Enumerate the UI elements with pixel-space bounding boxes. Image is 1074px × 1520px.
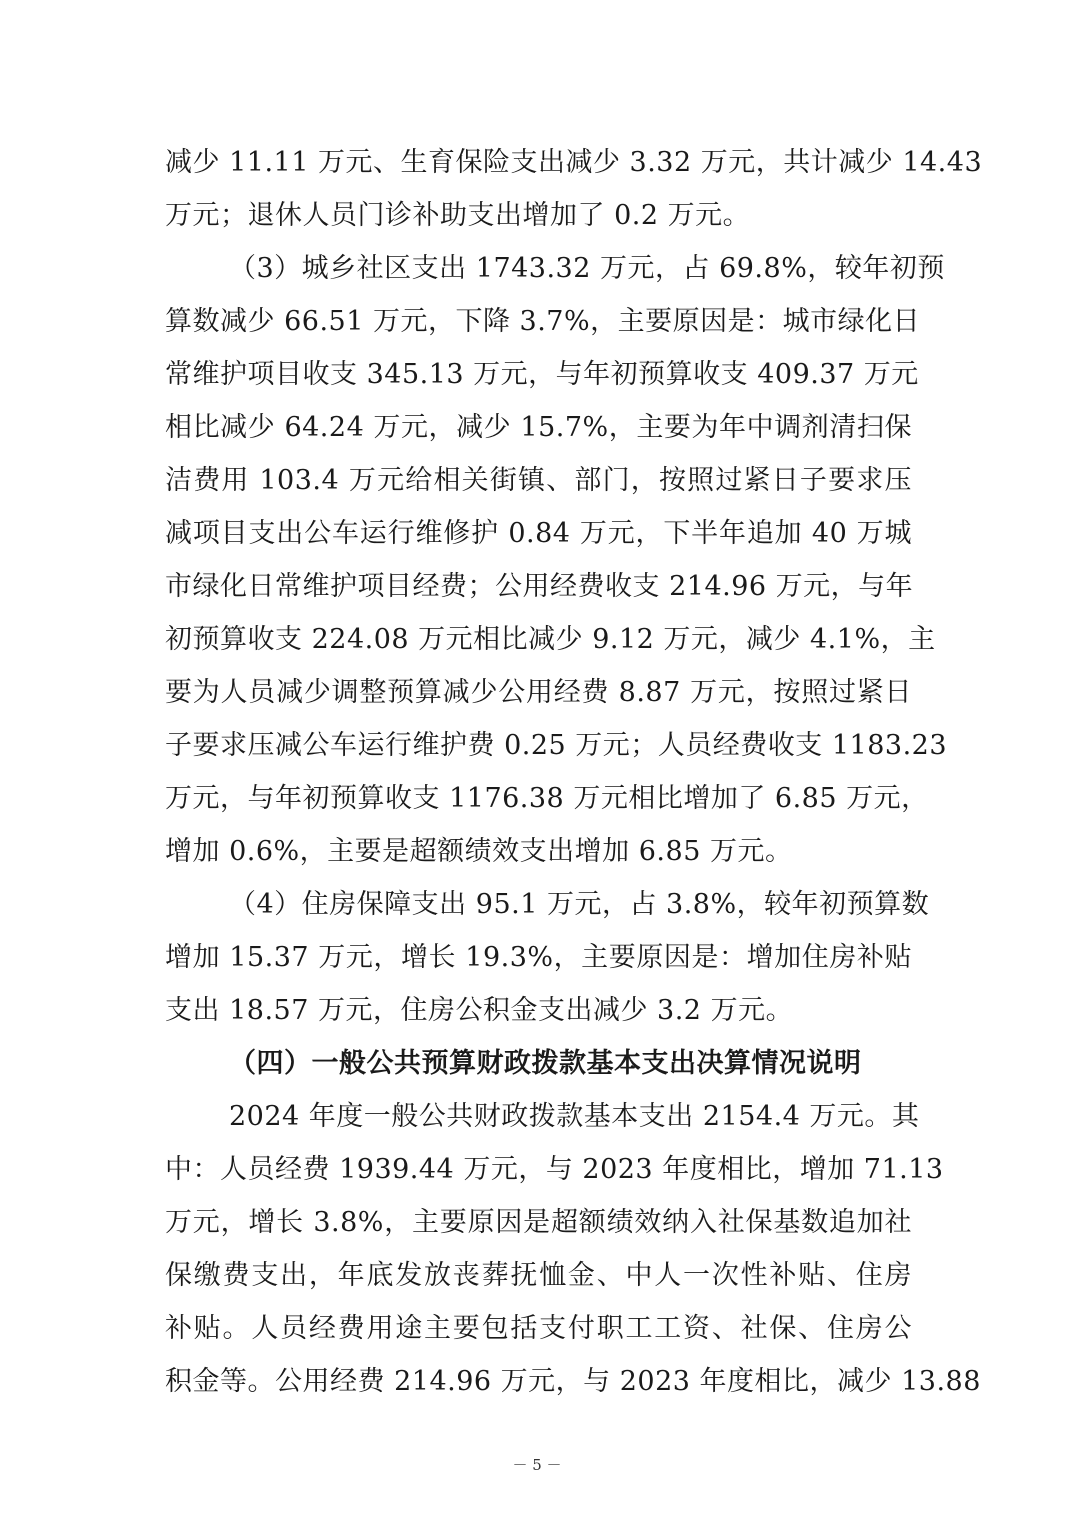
text-line: 万元，增长 3.8%，主要原因是超额绩效纳入社保基数追加社: [165, 1207, 912, 1238]
text-line: 减项目支出公车运行维修护 0.84 万元，下半年追加 40 万城: [165, 518, 912, 549]
text-line: 市绿化日常维护项目经费；公用经费收支 214.96 万元，与年: [165, 571, 914, 602]
text-line: 初预算收支 224.08 万元相比减少 9.12 万元，减少 4.1%，主: [165, 624, 936, 655]
text-line: 要为人员减少调整预算减少公用经费 8.87 万元，按照过紧日: [165, 677, 912, 708]
text-line: 积金等。公用经费 214.96 万元，与 2023 年度相比，减少 13.88: [165, 1366, 981, 1397]
text-line: 补贴。人员经费用途主要包括支付职工工资、社保、住房公: [165, 1313, 912, 1344]
text-line: 常维护项目收支 345.13 万元，与年初预算收支 409.37 万元: [165, 359, 919, 390]
text-line: 算数减少 66.51 万元，下降 3.7%，主要原因是：城市绿化日: [165, 306, 921, 337]
text-line: 支出 18.57 万元，住房公积金支出减少 3.2 万元。: [165, 995, 794, 1026]
section-heading: （四）一般公共预算财政拨款基本支出决算情况说明: [229, 1048, 862, 1079]
body-text: [165, 136, 983, 1408]
text-line: 洁费用 103.4 万元给相关街镇、部门，按照过紧日子要求压: [165, 465, 912, 496]
page-number: － 5 －: [512, 1456, 562, 1474]
text-line: 减少 11.11 万元、生育保险支出减少 3.32 万元，共计减少 14.43: [165, 147, 983, 178]
text-line: 增加 15.37 万元，增长 19.3%，主要原因是：增加住房补贴: [165, 942, 912, 973]
text-line: （3）城乡社区支出 1743.32 万元，占 69.8%，较年初预: [229, 253, 945, 284]
text-line: 2024 年度一般公共财政拨款基本支出 2154.4 万元。其: [229, 1101, 920, 1132]
text-line: 万元；退休人员门诊补助支出增加了 0.2 万元。: [165, 200, 751, 231]
text-line: 相比减少 64.24 万元，减少 15.7%，主要为年中调剂清扫保: [165, 412, 912, 443]
text-line: 中：人员经费 1939.44 万元，与 2023 年度相比，增加 71.13: [165, 1154, 944, 1185]
text-line: 保缴费支出，年底发放丧葬抚恤金、中人一次性补贴、住房: [165, 1260, 912, 1291]
text-line: （4）住房保障支出 95.1 万元，占 3.8%，较年初预算数: [229, 889, 930, 920]
text-line: 万元，与年初预算收支 1176.38 万元相比增加了 6.85 万元，: [165, 783, 929, 814]
text-line: 增加 0.6%，主要是超额绩效支出增加 6.85 万元。: [165, 836, 793, 867]
text-line: 子要求压减公车运行维护费 0.25 万元；人员经费收支 1183.23: [165, 730, 948, 761]
